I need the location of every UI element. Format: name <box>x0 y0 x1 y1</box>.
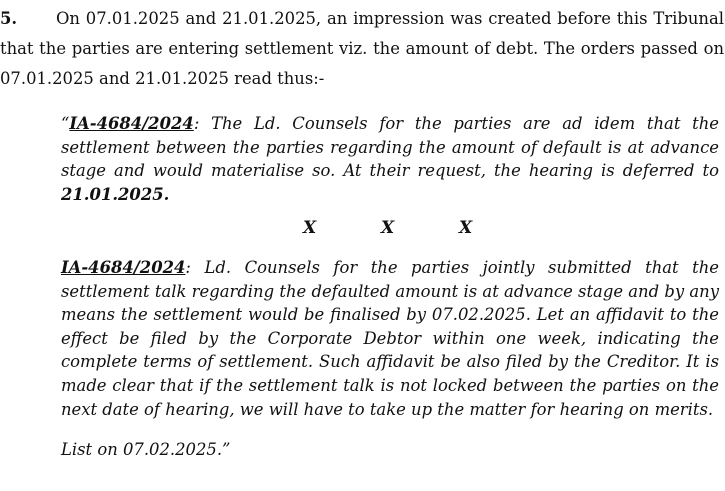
case-reference: IA-4684/2024 <box>69 114 194 133</box>
paragraph-number: 5. <box>0 9 18 28</box>
case-reference: IA-4684/2024 <box>61 258 186 277</box>
paragraph-5 <box>0 4 724 94</box>
separator-mark: X <box>303 218 317 238</box>
quoted-order-2 <box>61 256 719 421</box>
order-text: : The Ld. Counsels for the parties are ad idem that the settlement between the parties regarding the amount of default is at advance stage and would materialise so. At their request, the hearing is deferred to <box>61 114 719 181</box>
listing-line <box>61 438 719 462</box>
order-text: : Ld. Counsels for the parties jointly submitted that the settlement talk regarding the defaulted amount is at advance stage and by any means the settlement would be finalised by 07.02.2025. Let an affidavit to the effect be filed by the Corporate Debtor within one week, indicating the complete terms of settlement. Such affidavit be also filed by the Creditor. It is made clear that if the settlement talk is not locked between the parties on the next date of hearing, we will have to take up the matter for hearing on merits. <box>61 258 719 419</box>
deferred-date: 21.01.2025. <box>61 184 170 204</box>
paragraph-text: On 07.01.2025 and 21.01.2025, an impression was created before this Tribunal that the parties are entering settlement viz. the amount of debt. The orders passed on 07.01.2025 and 21.01.2025 read thus:- <box>0 9 724 88</box>
open-quote-mark: “ <box>61 114 70 133</box>
separator-mark: X <box>459 218 473 238</box>
quoted-order-1 <box>61 112 719 206</box>
separator-mark: X <box>381 218 395 238</box>
separator <box>0 218 725 244</box>
listing-text: List on 07.02.2025.” <box>61 440 231 459</box>
